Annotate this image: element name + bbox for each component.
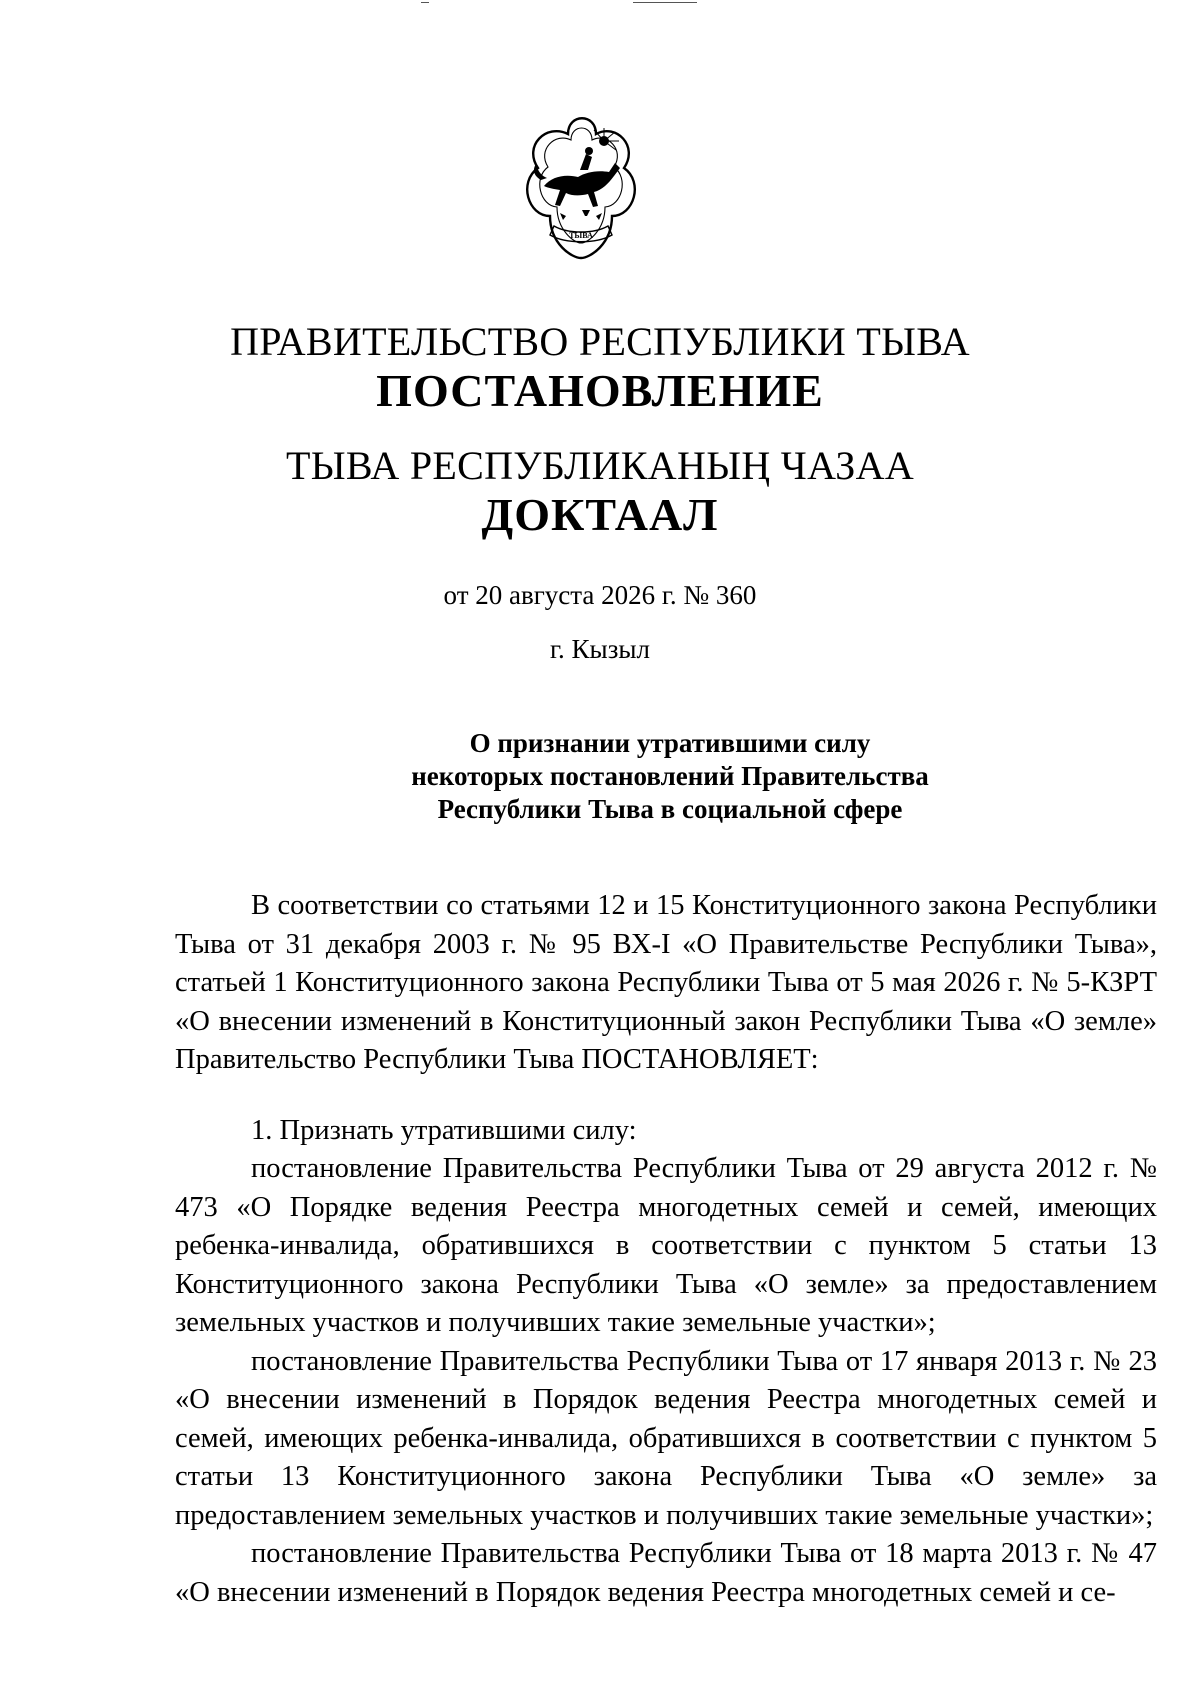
title-line: О признании утратившими силу (469, 728, 871, 758)
document-type-tyv: ДОКТААЛ (481, 489, 719, 540)
item-1-heading: 1. Признать утратившими силу: (251, 1114, 637, 1146)
scan-artifact (421, 2, 429, 3)
scan-artifact (633, 2, 697, 3)
title-line: некоторых постановлений Правительства (411, 761, 929, 791)
document-type-ru: ПОСТАНОВЛЕНИЕ (376, 365, 824, 416)
emblem (516, 110, 646, 282)
organization-name-tyv: ТЫВА РЕСПУБЛИКАНЫҢ ЧАЗАА (285, 443, 915, 488)
document-title (300, 727, 1040, 826)
repealed-act-entry: постановление Правительства Республики Тыва от 18 марта 2013 г. № 47 «О внесении изменений в Порядок ведения Реестра многодетных семей и се- (175, 1538, 1157, 1608)
repealed-act-entry: постановление Правительства Республики Тыва от 29 августа 2012 г. № 473 «О Порядке ведения Реестра многодетных семей и семей, имеющих ребенка-инвалида, обратившихся в соответствии с пунктом 5 статьи 13 Конституционного закона Республики Тыва «О земле» за предоставлением земельных участков и получивших такие земельные участки»; (175, 1153, 1157, 1338)
tuva-coat-of-arms-icon (516, 110, 646, 282)
repealed-act-entry: постановление Правительства Республики Тыва от 17 января 2013 г. № 23 «О внесении изменений в Порядок ведения Реестра многодетных семей и семей, имеющих ребенка-инвалида, обратившихся в соответствии с пунктом 5 статьи 13 Конституционного закона Республики Тыва «О земле» за предоставлением земельных участков и получивших такие земельные участки»; (175, 1345, 1157, 1531)
document-date-number: от 20 августа 2026 г. № 360 (443, 580, 757, 610)
organization-name-ru: ПРАВИТЕЛЬСТВО РЕСПУБЛИКИ ТЫВА (230, 319, 970, 364)
title-line: Республики Тыва в социальной сфере (437, 794, 903, 824)
preamble-paragraph: В соответствии со статьями 12 и 15 Конституционного закона Республики Тыва от 31 декабря 2003 г. № 95 ВХ-I «О Правительстве Республики Тыва», статьей 1 Конституционного закона Республики Тыва от 5 мая 2026 г. № 5-КЗРТ «О внесении изменений в Конституционный закон Республики Тыва «О земле» Правительство Республики Тыва ПОСТАНОВЛЯЕТ: (175, 890, 1157, 1075)
document-city: г. Кызыл (550, 634, 650, 664)
document-body (175, 887, 1157, 1612)
emblem-text: ТЫВА (569, 231, 593, 240)
